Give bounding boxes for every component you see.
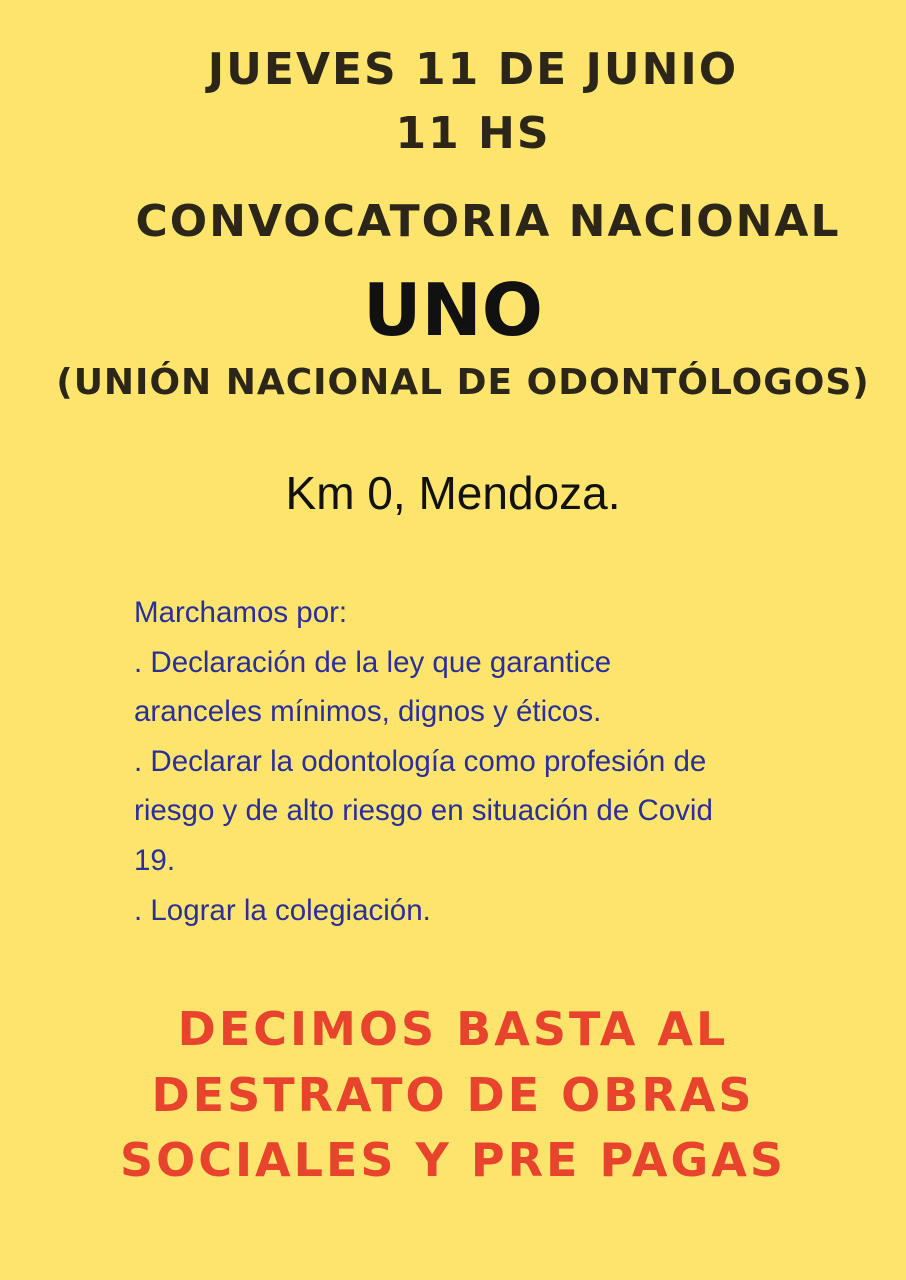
call-heading: CONVOCATORIA NACIONAL	[135, 196, 841, 247]
org-acronym: UNO	[363, 268, 543, 352]
demand-line: . Declaración de la ley que garantice	[134, 645, 612, 679]
slogan-line: DESTRATO DE OBRAS	[151, 1068, 755, 1122]
slogan-line: SOCIALES Y PRE PAGAS	[119, 1133, 787, 1187]
demand-line: riesgo y de alto riesgo en situación de Covid	[134, 794, 713, 828]
demands-list	[134, 588, 854, 935]
event-time: 11 HS	[395, 108, 551, 159]
org-full-name: (UNIÓN NACIONAL DE ODONTÓLOGOS)	[56, 362, 870, 403]
demands-intro: Marchamos por:	[134, 596, 348, 629]
demand-line: 19.	[134, 843, 176, 877]
slogan-line: DECIMOS BASTA AL	[177, 1002, 729, 1056]
demand-line: aranceles mínimos, dignos y éticos.	[134, 695, 602, 729]
demand-line: . Declarar la odontología como profesión de	[134, 744, 707, 778]
event-date: JUEVES 11 DE JUNIO	[207, 44, 739, 95]
demand-line: . Lograr la colegiación.	[134, 893, 431, 927]
event-location: Km 0, Mendoza.	[285, 467, 621, 519]
